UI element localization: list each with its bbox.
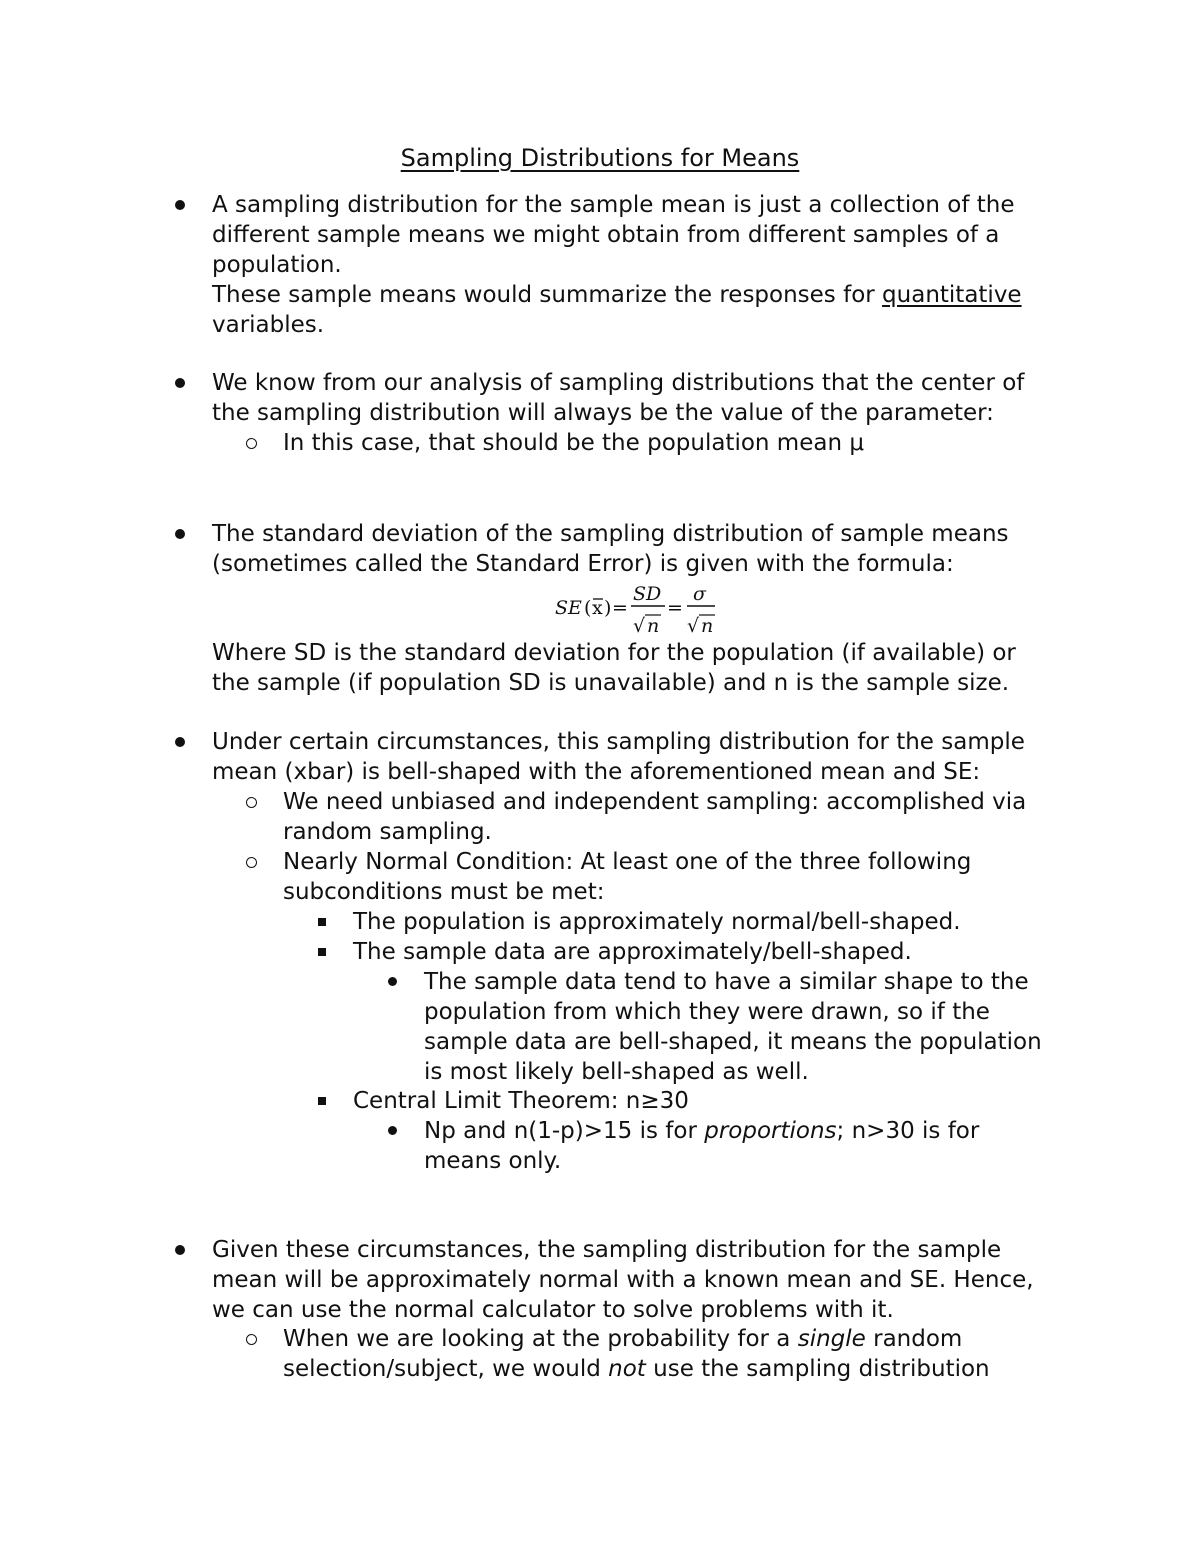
text-line: [283, 1324, 962, 1354]
formula-numerator-sigma: σ: [693, 583, 706, 605]
text-span: use the sampling distribution: [645, 1356, 990, 1382]
text-line: We need unbiased and independent sampling: accomplished via: [283, 789, 1027, 815]
text-line: is most likely bell-shaped as well.: [424, 1059, 809, 1085]
text-line: population.: [212, 252, 342, 278]
italic-term: not: [608, 1356, 646, 1382]
text-line: We know from our analysis of sampling distributions that the center of: [212, 370, 1025, 396]
italic-term: single: [797, 1326, 866, 1352]
text-line: the sampling distribution will always be the value of the parameter:: [212, 400, 994, 426]
page-title: Sampling Distributions for Means: [400, 144, 800, 172]
text-line: sample data are bell-shaped, it means the population: [424, 1029, 1042, 1055]
text-line: Under certain circumstances, this sampling distribution for the sample: [212, 729, 1025, 755]
text-line: Where SD is the standard deviation for the population (if available) or: [212, 640, 1016, 666]
text-line: subconditions must be met:: [283, 879, 605, 905]
text-line: means only.: [424, 1148, 562, 1174]
text-line: [212, 280, 1022, 310]
formula-xbar: x: [592, 597, 603, 619]
text-line: A sampling distribution for the sample mean is just a collection of the: [212, 192, 1015, 218]
text-line: population from which they were drawn, so if the: [424, 999, 990, 1025]
text-line: the sample (if population SD is unavailable) and n is the sample size.: [212, 670, 1010, 696]
text-line: mean (xbar) is bell-shaped with the aforementioned mean and SE:: [212, 759, 981, 785]
bullet-circle: [246, 438, 257, 449]
text-span: Np and n(1-p)>15 is for: [424, 1118, 705, 1144]
underlined-term: quantitative: [882, 282, 1022, 308]
text-line: The population is approximately normal/bell-shaped.: [353, 909, 961, 935]
text-line: In this case, that should be the population mean μ: [283, 430, 864, 456]
bullet-dot: [175, 529, 185, 539]
formula-denominator-n: n: [701, 615, 714, 637]
bullet-dot: [388, 977, 397, 986]
text-line: we can use the normal calculator to solve problems with it.: [212, 1297, 894, 1323]
italic-term: proportions: [704, 1118, 837, 1144]
text-line: random sampling.: [283, 819, 492, 845]
text-line: variables.: [212, 312, 325, 338]
formula-equals: =: [612, 597, 628, 619]
formula-paren-open: (: [584, 597, 592, 619]
text-span: When we are looking at the probability for a: [283, 1326, 798, 1352]
text-line: Nearly Normal Condition: At least one of the three following: [283, 849, 972, 875]
bullet-dot: [175, 378, 185, 388]
text-line: different sample means we might obtain from different samples of a: [212, 222, 1000, 248]
text-line: The standard deviation of the sampling distribution of sample means: [212, 521, 1009, 547]
bullet-square: [318, 918, 326, 926]
bullet-circle: [246, 857, 257, 868]
text-line: The sample data are approximately/bell-shaped.: [353, 939, 912, 965]
bullet-square: [318, 948, 326, 956]
text-line: [283, 1354, 990, 1384]
formula-numerator-sd: SD: [633, 583, 662, 605]
bullet-dot: [175, 1245, 185, 1255]
formula-se: SE: [555, 597, 582, 619]
standard-error-formula: [553, 582, 723, 638]
formula-root: √: [687, 615, 700, 637]
bullet-dot: [388, 1126, 397, 1135]
text-line: Central Limit Theorem: n≥30: [353, 1088, 689, 1114]
formula-paren-close: ): [604, 597, 612, 619]
text-span: random: [865, 1326, 963, 1352]
bullet-circle: [246, 797, 257, 808]
text-span: These sample means would summarize the responses for: [212, 282, 883, 308]
text-span: selection/subject, we would: [283, 1356, 609, 1382]
text-line: The sample data tend to have a similar shape to the: [424, 969, 1029, 995]
text-span: ; n>30 is for: [836, 1118, 980, 1144]
text-line: Given these circumstances, the sampling distribution for the sample: [212, 1237, 1002, 1263]
text-line: (sometimes called the Standard Error) is given with the formula:: [212, 551, 954, 577]
formula-root: √: [633, 615, 646, 637]
formula-equals: =: [667, 597, 683, 619]
bullet-circle: [246, 1334, 257, 1345]
bullet-square: [318, 1097, 326, 1105]
formula-denominator-n: n: [647, 615, 660, 637]
bullet-dot: [175, 200, 185, 210]
bullet-dot: [175, 737, 185, 747]
text-line: [424, 1116, 979, 1146]
text-line: mean will be approximately normal with a known mean and SE. Hence,: [212, 1267, 1034, 1293]
